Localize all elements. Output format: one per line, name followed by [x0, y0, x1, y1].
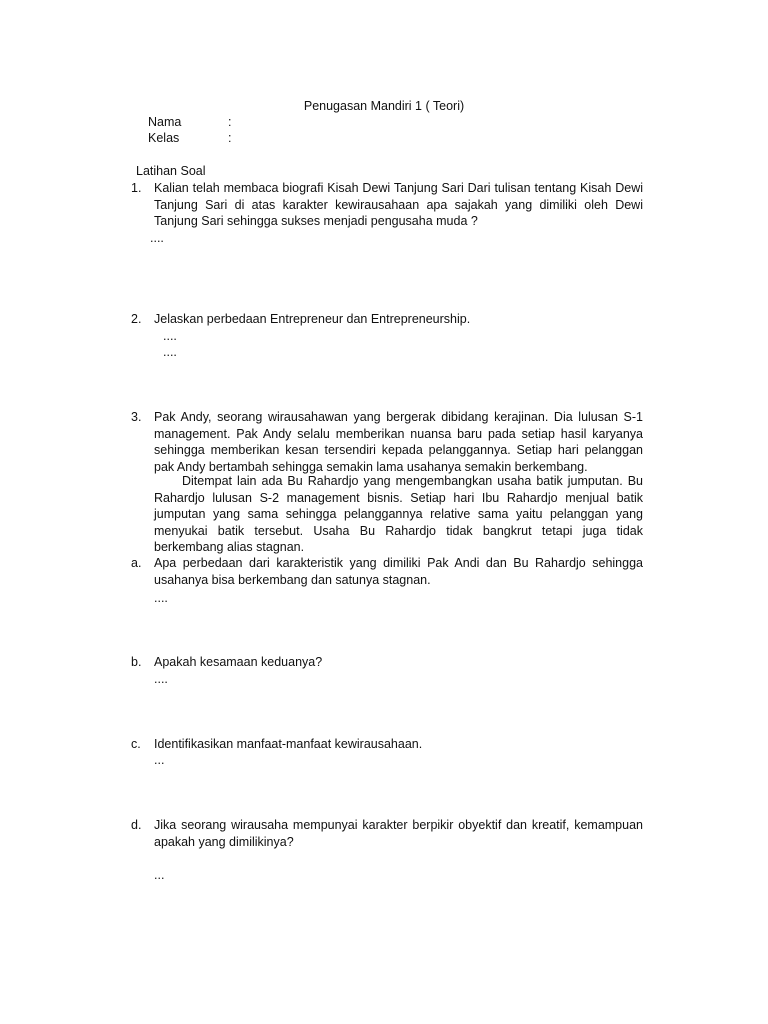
name-colon: :: [228, 115, 232, 129]
q2-answer-2: ....: [163, 345, 177, 359]
subq-a-letter: a.: [131, 556, 142, 570]
subq-c-text: Identifikasikan manfaat-manfaat kewirausahaan.: [154, 737, 423, 751]
class-label: Kelas: [148, 131, 180, 145]
q1-answer: ....: [150, 231, 164, 245]
q2-number: 2.: [131, 312, 142, 326]
subq-a-text: Apa perbedaan dari karakteristik yang dimiliki Pak Andi dan Bu Rahardjo sehingga usahanya bisa berkembang dan satunya stagnan.: [154, 556, 643, 587]
subq-b-text: Apakah kesamaan keduanya?: [154, 655, 323, 669]
section-heading: Latihan Soal: [136, 164, 206, 178]
q3-paragraph-1: Pak Andy, seorang wirausahawan yang bergerak dibidang kerajinan. Dia lulusan S-1 management. Pak Andy selalu memberikan nuansa baru pada setiap hasil karyanya sehingga memberikan kesan tersendiri kepada pelanggannya. Setiap hari pelanggan pak Andy bertambah sehingga semakin lama usahanya semakin berkembang.: [154, 410, 643, 474]
class-colon: :: [228, 131, 232, 145]
q1-number: 1.: [131, 181, 142, 195]
subq-d-answer: ...: [154, 868, 165, 882]
q2-text: Jelaskan perbedaan Entrepreneur dan Entrepreneurship.: [154, 312, 471, 326]
name-label: Nama: [148, 115, 182, 129]
subq-c-answer: ...: [154, 753, 165, 767]
q3-paragraph-2: Ditempat lain ada Bu Rahardjo yang mengembangkan usaha batik jumputan. Bu Rahardjo lulusan S-2 management bisnis. Setiap hari Ibu Rahardjo menjual batik jumputan yang sama sehingga pelanggannya relative sama yaitu pelanggan yang menyukai batik tersebut. Usaha Bu Rahardjo tidak bangkrut tetapi juga tidak berkembang alias stagnan.: [154, 474, 643, 554]
subq-a-answer: ....: [154, 591, 168, 605]
q2-answer-1: ....: [163, 329, 177, 343]
subq-b-letter: b.: [131, 655, 142, 669]
page-title: Penugasan Mandiri 1 ( Teori): [303, 99, 465, 113]
q1-text: Kalian telah membaca biografi Kisah Dewi Tanjung Sari Dari tulisan tentang Kisah Dewi Tanjung Sari di atas karakter kewirausahaan apa sajakah yang dimiliki oleh Dewi Tanjung Sari sehingga sukses menjadi pengusaha muda ?: [154, 181, 643, 228]
subq-c-letter: c.: [131, 737, 141, 751]
subq-d-letter: d.: [131, 818, 142, 832]
subq-b-answer: ....: [154, 672, 168, 686]
q3-number: 3.: [131, 410, 142, 424]
subq-d-text: Jika seorang wirausaha mempunyai karakter berpikir obyektif dan kreatif, kemampuan apakah yang dimilikinya?: [154, 818, 643, 849]
